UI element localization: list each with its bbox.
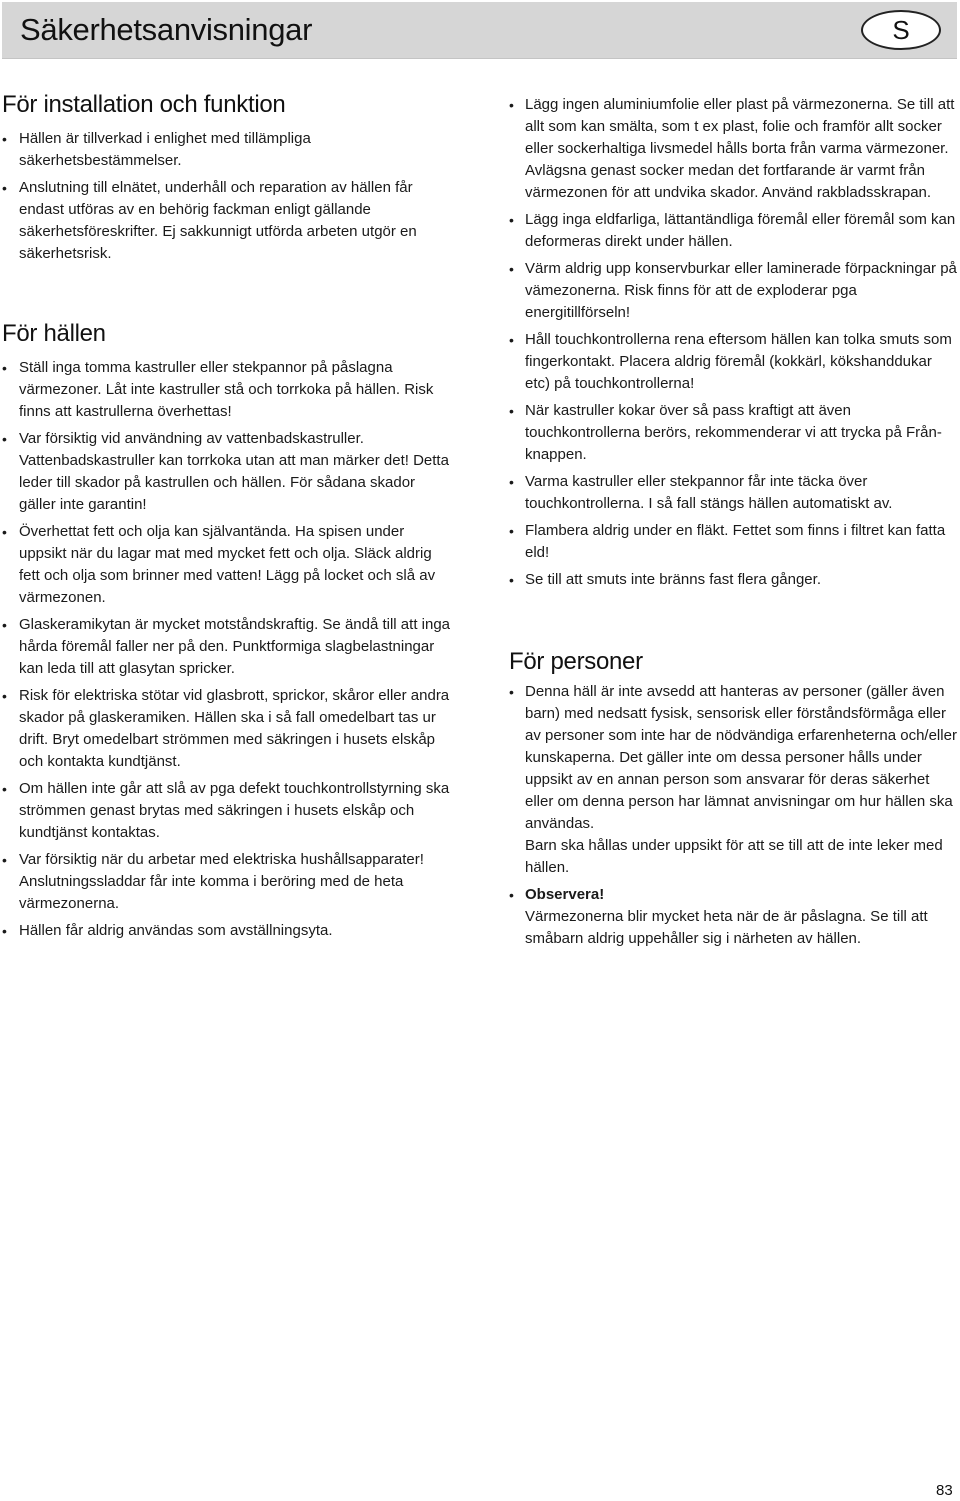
hob-continued-list [509, 94, 958, 591]
list-item: • Värm aldrig upp konservburkar eller laminerade förpackningar på vämezonerna. Risk finns för att de exploderar pga energitillförseln! [509, 258, 958, 324]
warning-text: Värmezonerna blir mycket heta när de är påslagna. Se till att småbarn aldrig uppehåller sig i närheten av hällen. [525, 908, 928, 947]
list-item: • Risk för elektriska stötar vid glasbrott, sprickor, skåror eller andra skador på glaskeramiken. Hällen ska i så fall omedelbart tas ur drift. Bryt omedelbart strömmen med säkringen i husets elskåp och kontakta kundtjänst. [2, 685, 454, 773]
list-item: • Varma kastruller eller stekpannor får inte täcka över touchkontrollerna. I så fall stängs hällen automatiskt av. [509, 471, 958, 515]
persons-list [509, 681, 958, 950]
warning-label: • Observera! [525, 886, 605, 903]
persons-item-text: • Denna häll är inte avsedd att hanteras av personer (gäller även barn) med nedsatt fysisk, sensorisk eller förståndsförmåga eller av personer som inte har de nödvändiga erfarenheterna och/eller kunskaperna. Det gäller inte om dessa personer hålls under uppsikt av en annan person som ansvarar för deras säkerhet eller om denna person har lämnat anvisningar om hur hällen ska användas. [525, 683, 957, 832]
list-item: • Hällen är tillverkad i enlighet med tillämpliga säkerhetsbestämmelser. [2, 128, 454, 172]
list-item: • Var försiktig vid användning av vattenbadskastruller. Vattenbadskastruller kan torrkoka utan att man märker det! Detta leder till skador på kastrullen och hällen. För sådana skador gäller inte garantin! [2, 428, 454, 516]
list-item: • Överhettat fett och olja kan självantända. Ha spisen under uppsikt när du lagar mat med mycket fett och olja. Släck aldrig fett och olja som brinner med vatten! Lägg på locket och slå av värmezonen. [2, 521, 454, 609]
hob-list [2, 357, 454, 942]
page-number: 83 [936, 1482, 953, 1499]
section-hob [2, 319, 454, 942]
list-item: • Hällen får aldrig användas som avställningsyta. [2, 920, 454, 942]
section-hob-continued [509, 94, 958, 591]
list-item [509, 884, 958, 950]
list-item: • Se till att smuts inte bränns fast flera gånger. [509, 569, 958, 591]
language-badge: S [861, 10, 941, 50]
section-heading-hob: För hällen [2, 320, 106, 347]
persons-item-note: Barn ska hållas under uppsikt för att se till att de inte leker med hällen. [525, 837, 943, 876]
section-installation [2, 90, 454, 265]
installation-list [2, 128, 454, 265]
list-item: • Lägg ingen aluminiumfolie eller plast på värmezonerna. Se till att allt som kan smälta, som t ex plast, folie och framför allt socker eller sockerhaltiga livsmedel hålls borta från varma värmezoner. Avlägsna genast socker medan det fortfarande är varmt från värmezonen för att undvika skador. Använd rakbladsskrapan. [509, 94, 958, 204]
list-item [509, 681, 958, 879]
list-item: • Glaskeramikytan är mycket motståndskraftig. Se ändå till att inga hårda föremål faller ner på den. Punktformiga slagbelastningar kan leda till att glasytan spricker. [2, 614, 454, 680]
left-column [2, 90, 454, 947]
section-heading-installation: För installation och funktion [2, 91, 286, 118]
list-item: • När kastruller kokar över så pass kraftigt att även touchkontrollerna berörs, rekommenderar vi att trycka på Från-knappen. [509, 400, 958, 466]
page-title: Säkerhetsanvisningar [20, 12, 313, 47]
page-header [2, 2, 957, 59]
section-persons [509, 647, 958, 950]
list-item: • Anslutning till elnätet, underhåll och reparation av hällen får endast utföras av en behörig fackman enligt gällande säkerhetsföreskrifter. Ej sakkunnigt utförda arbeten utgör en säkerhetsrisk. [2, 177, 454, 265]
list-item: • Håll touchkontrollerna rena eftersom hällen kan tolka smuts som fingerkontakt. Placera aldrig föremål (kokkärl, kökshanddukar etc) på touchkontrollerna! [509, 329, 958, 395]
list-item: • Flambera aldrig under en fläkt. Fettet som finns i filtret kan fatta eld! [509, 520, 958, 564]
list-item: • Om hällen inte går att slå av pga defekt touchkontrollstyrning ska strömmen genast brytas med säkringen i husets elskåp och kundtjänst kontaktas. [2, 778, 454, 844]
right-column [509, 90, 958, 955]
list-item: • Var försiktig när du arbetar med elektriska hushållsapparater! Anslutningssladdar får inte komma i beröring med de heta värmezonerna. [2, 849, 454, 915]
list-item: • Ställ inga tomma kastruller eller stekpannor på påslagna värmezoner. Låt inte kastruller stå och torrkoka på hällen. Risk finns att kastrullerna överhettas! [2, 357, 454, 423]
list-item: • Lägg inga eldfarliga, lättantändliga föremål eller föremål som kan deformeras direkt under hällen. [509, 209, 958, 253]
section-heading-persons: För personer [509, 648, 643, 675]
